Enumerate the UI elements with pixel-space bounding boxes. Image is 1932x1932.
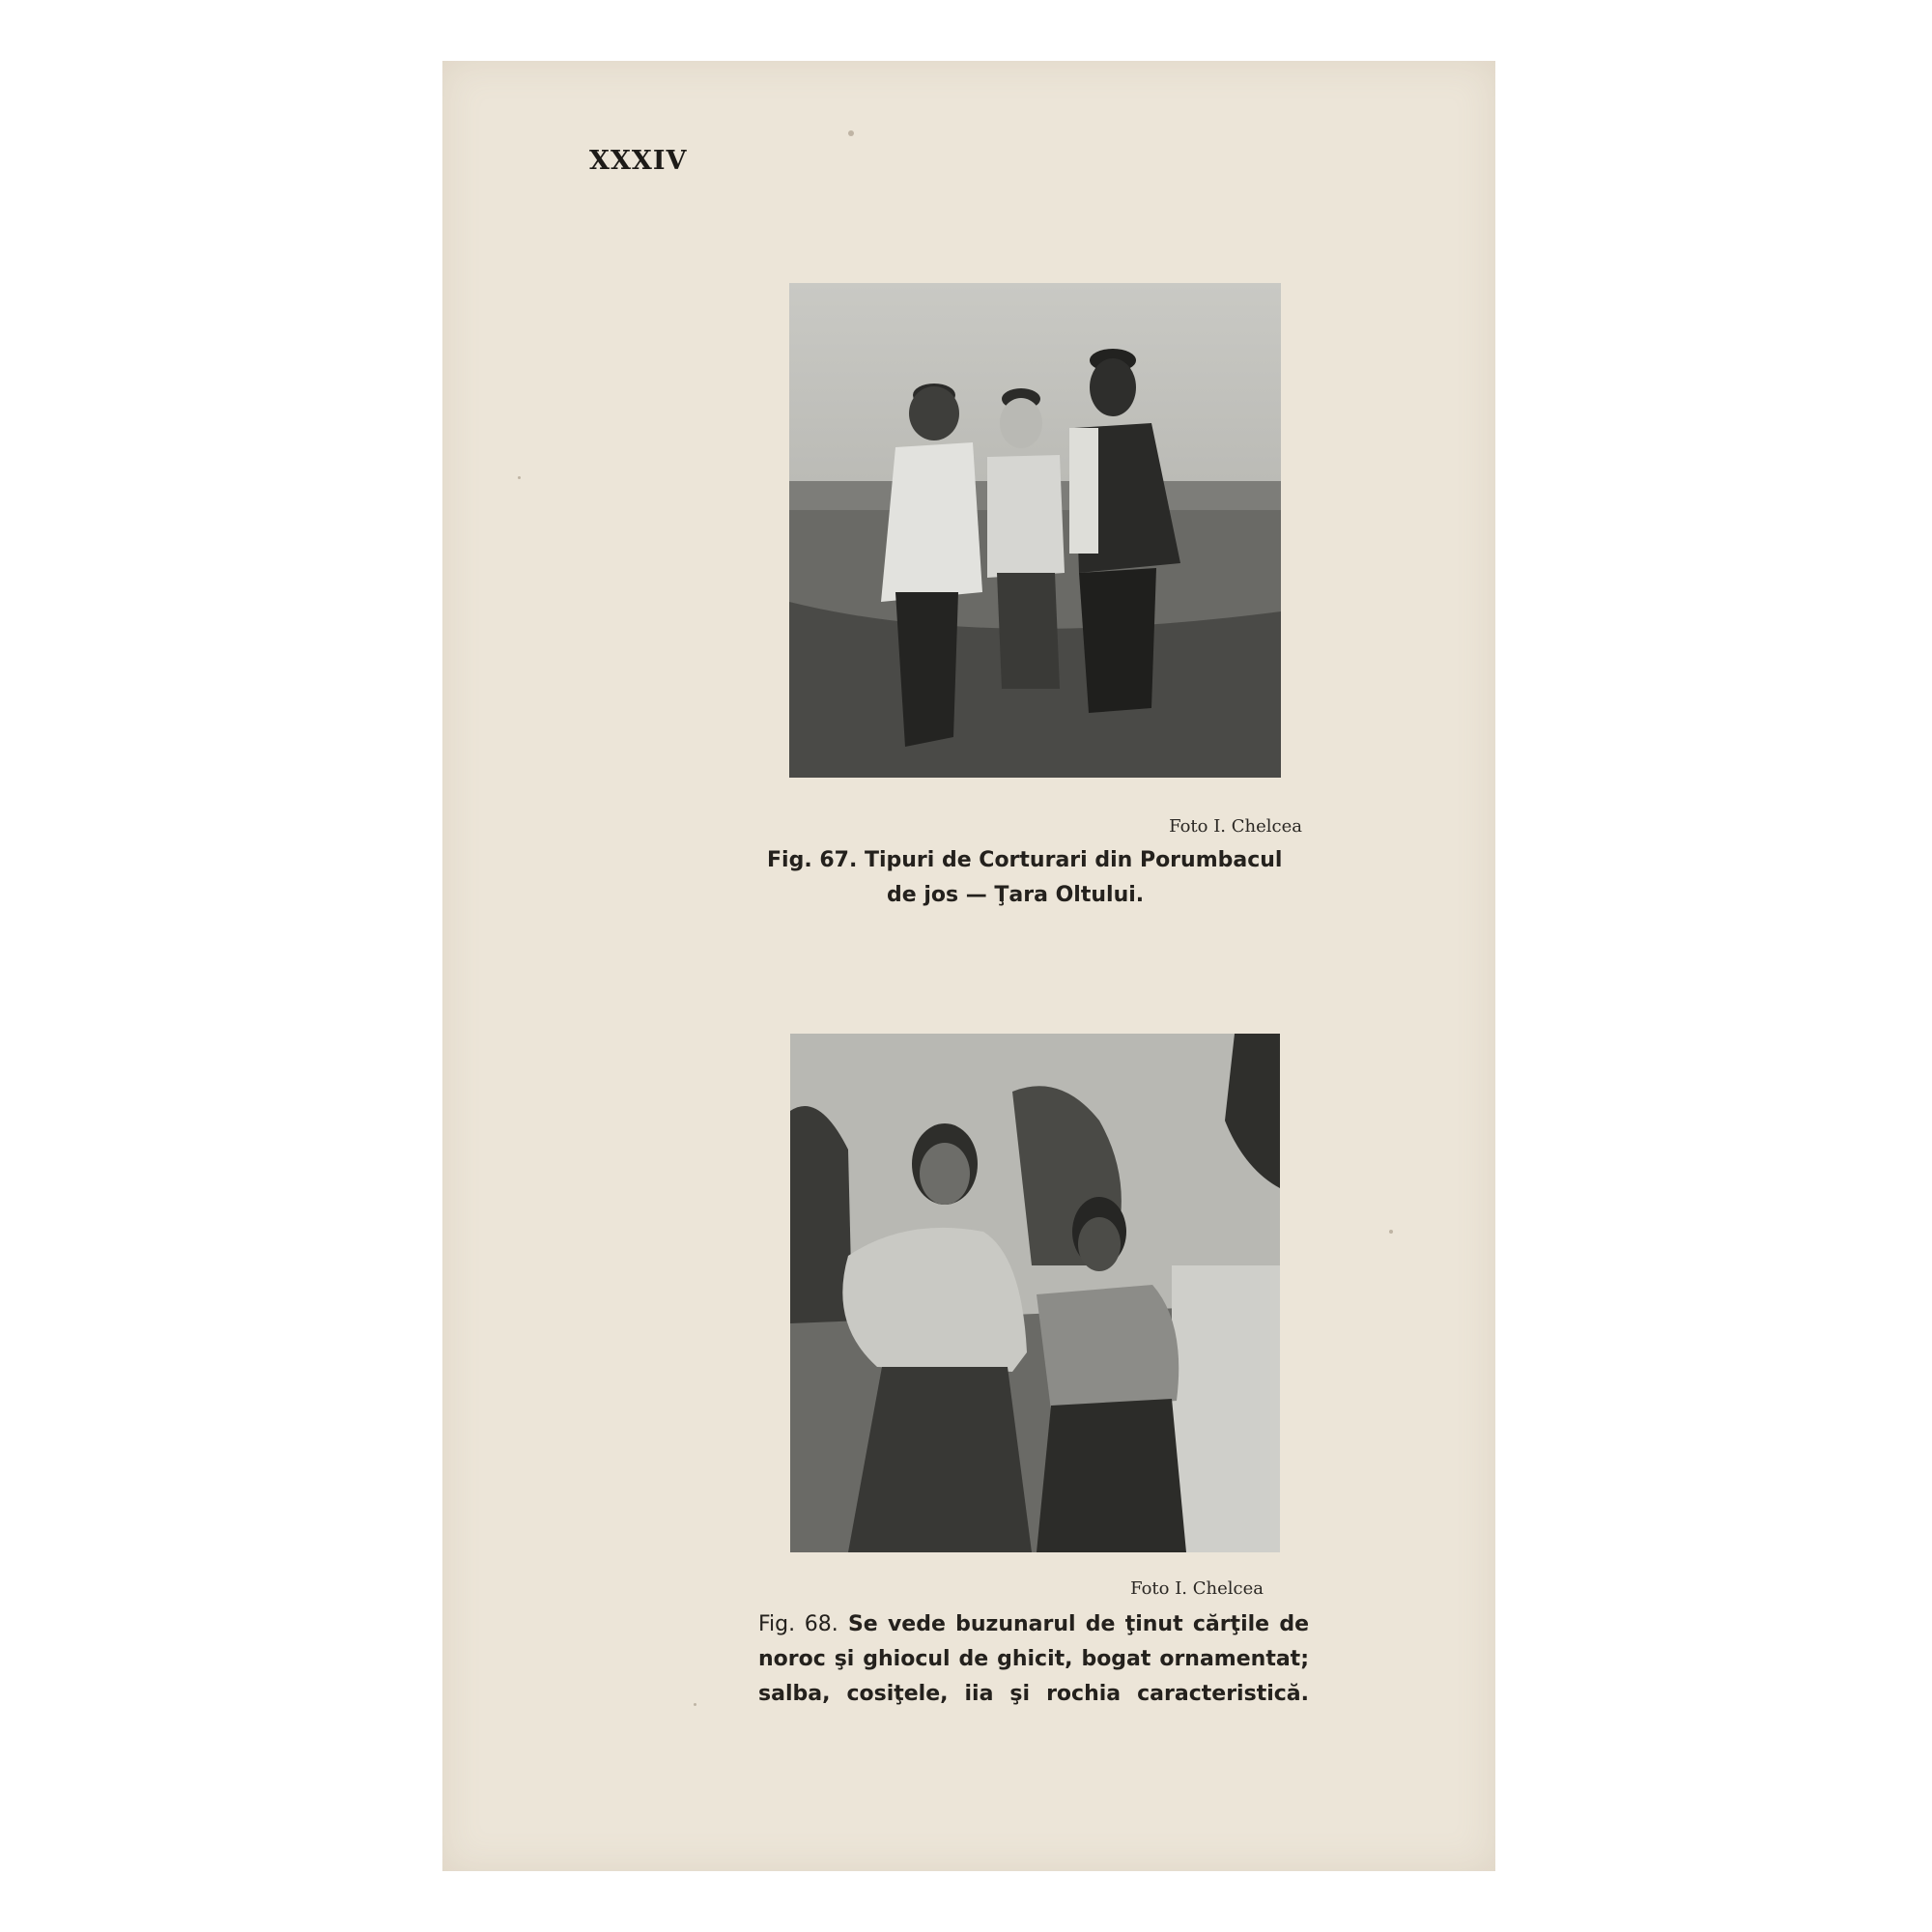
figure-caption	[758, 1607, 1309, 1712]
paper-speck	[848, 130, 854, 136]
paper-speck	[1389, 1230, 1393, 1234]
figure-label: Fig. 68.	[758, 1612, 838, 1636]
caption-text: Se vede buzunarul de ţinut cărţile de	[847, 1612, 1309, 1636]
caption-line: de jos — Ţara Oltului.	[887, 883, 1145, 907]
paper-speck	[694, 1703, 696, 1706]
caption-line: Fig. 67. Tipuri de Corturari din Porumbacul	[767, 848, 1283, 872]
book-page	[442, 61, 1495, 1871]
page-number: XXXIV	[589, 146, 688, 176]
caption-line: salba, cosiţele, iia şi rochia caracteristică.	[758, 1682, 1309, 1706]
photo-credit: Foto I. Chelcea	[1130, 1578, 1264, 1599]
photo-two-women	[790, 1034, 1280, 1552]
caption-line: noroc şi ghiocul de ghicit, bogat ornamentat;	[758, 1647, 1309, 1671]
photo-credit: Foto I. Chelcea	[1169, 816, 1302, 837]
caption-line	[758, 1607, 1309, 1642]
figure-caption	[767, 843, 1282, 913]
paper-speck	[518, 476, 521, 479]
photo-three-men	[789, 283, 1281, 778]
